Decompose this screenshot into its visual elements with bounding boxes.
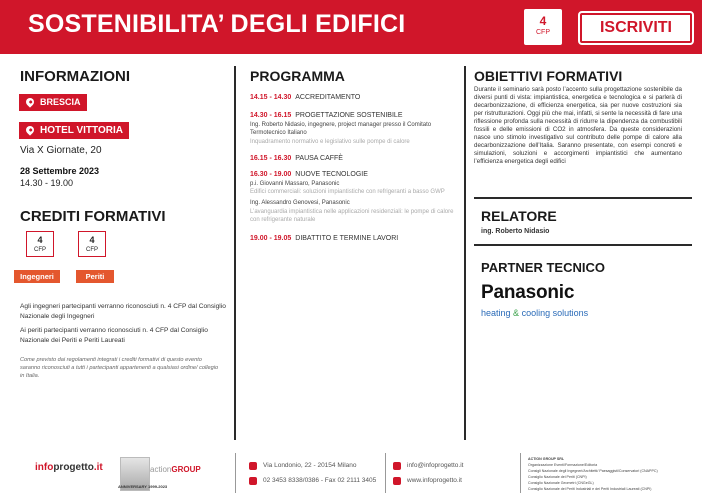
cfp-value: 4 [37, 235, 43, 245]
cfp-unit: CFP [86, 247, 98, 253]
program-speaker: p.i. Giovanni Massaro, Panasonic [250, 181, 340, 187]
footer-divider [385, 453, 386, 493]
register-button[interactable]: ISCRIVITI [580, 13, 692, 43]
event-title: SOSTENIBILITA’ DEGLI EDIFICI [28, 10, 406, 38]
venue-address: Via X Giornate, 20 [20, 145, 102, 156]
city-badge [19, 94, 87, 111]
anniversary-text [118, 484, 167, 489]
anniversary-years: 1999-2023 [148, 484, 168, 489]
partner-tagline [481, 308, 588, 318]
anniversary-label: ANNIVERSARY [118, 484, 147, 489]
venue-badge [19, 122, 129, 139]
logo-part-info: info [35, 462, 54, 473]
program-time: 16.15 - 16.30 [250, 155, 292, 162]
info-heading: INFORMAZIONI [20, 68, 130, 85]
program-item [250, 155, 343, 162]
footer-divider [235, 453, 236, 493]
objectives-heading: OBIETTIVI FORMATIVI [474, 68, 623, 84]
program-label: NUOVE TECNOLOGIE [295, 171, 368, 178]
speaker-heading: RELATORE [481, 208, 557, 224]
program-speaker: Ing. Roberto Nidasio, ingegnere, project manager presso il Comitato Termotecnico Italiano [250, 122, 432, 136]
program-description: L’avanguardia impiantistica nelle applicazioni residenziali: le pompe di calore con refrigerante naturale [250, 209, 454, 223]
cfp-value: 4 [89, 235, 95, 245]
program-item [250, 171, 368, 178]
tagline-heating: heating [481, 308, 511, 318]
header-bar [0, 0, 702, 54]
program-speaker: Ing. Alessandro Genovesi, Panasonic [250, 200, 350, 206]
technicians-tag: Periti [76, 270, 114, 283]
company-list-title: ACTION GROUP SRL [528, 457, 565, 461]
group-part-a: action [150, 465, 172, 474]
event-date: 28 Settembre 2023 [20, 166, 100, 176]
section-divider-partner [474, 244, 692, 246]
footer-website[interactable]: www.infoprogetto.it [407, 477, 462, 484]
program-heading: PROGRAMMA [250, 68, 345, 84]
cfp-badge-engineers [26, 231, 54, 257]
credits-heading: CREDITI FORMATIVI [20, 208, 166, 225]
header-cfp-badge [524, 9, 562, 45]
program-time: 16.30 - 19.00 [250, 171, 292, 178]
program-item [250, 94, 360, 101]
engineers-tag: Ingegneri [14, 270, 60, 283]
footer-address: Via Londonio, 22 - 20154 Milano [263, 462, 357, 469]
program-description: Inquadramento normativo e legislativo sulle pompe di calore [250, 139, 410, 145]
mail-icon [393, 462, 401, 470]
venue-label: HOTEL VITTORIA [40, 125, 123, 136]
program-time: 19.00 - 19.05 [250, 235, 292, 242]
program-label: DIBATTITO E TERMINE LAVORI [295, 235, 399, 242]
program-item [250, 235, 398, 242]
cfp-badge-technicians [78, 231, 106, 257]
program-label: PAUSA CAFFÈ [295, 155, 343, 162]
program-description: Edifici commerciali: soluzioni impiantistiche con refrigeranti a basso GWP [250, 189, 445, 195]
footer-company-list [528, 456, 698, 492]
company-list-item: Consiglio Nazionale dei Periti Industriali e dei Periti Industriali Laureati (CNPI) [528, 487, 652, 491]
partner-logo: Panasonic [481, 282, 575, 303]
tagline-ampersand: & [513, 308, 520, 318]
map-pin-icon [249, 462, 257, 470]
credits-engineers-text: Agli ingegneri partecipanti verranno riconosciuti n. 4 CFP dal Consiglio Nazionale degli Ingegneri [20, 303, 226, 320]
column-divider-right [464, 66, 466, 440]
logo-part-suffix: .it [93, 462, 103, 473]
partner-heading: PARTNER TECNICO [481, 260, 605, 275]
logo-part-progetto: progetto [53, 462, 94, 473]
program-label: ACCREDITAMENTO [295, 94, 361, 101]
company-list-item: Organizzazione Eventi/Formazione/Editoria [528, 463, 598, 467]
program-item [250, 112, 403, 119]
tagline-cooling: cooling solutions [521, 308, 589, 318]
header-cfp-value: 4 [539, 14, 547, 28]
column-divider-left [234, 66, 236, 440]
header-cfp-unit: CFP [536, 29, 550, 36]
location-pin-icon [24, 124, 35, 135]
program-time: 14.30 - 16.15 [250, 112, 292, 119]
section-divider-speaker [474, 197, 692, 199]
program-time: 14.15 - 14.30 [250, 94, 292, 101]
location-pin-icon [24, 96, 35, 107]
group-part-b: GROUP [171, 465, 201, 474]
objectives-text: Durante il seminario sarà posto l’accento sulla progettazione sostenibile da diversi punti di vista: impiantistica, energetica e tecnologica e si parlerà di decarbonizzazione, di efficienza energetica, sia per nuove costruzioni sia per ristrutturazioni. Oggi più che mai, infatti, si sente la necessità di fare una riflessione profonda sulla necessità di ridurre la dipendenza da combustibili fossili e delle emissioni di CO2 in atmosfera. Da queste considerazioni nasce uno stimolo investigativo sul contributo delle pompe di calore alla decarbonizzazione dell’Italia. Saranno presentate, con esempi concreti e simulazioni, soluzioni e accorgimenti impiantistici che aumentano l’efficienza energetica degli edifici [474, 86, 682, 165]
footer-phone: 02 3453 8338/0386 - Fax 02 2111 3405 [263, 477, 377, 484]
company-list-item: Consiglio Nazionale dei Periti (CNPI) [528, 475, 587, 479]
city-label: BRESCIA [40, 97, 81, 107]
action-group-logo [150, 465, 201, 474]
phone-icon [249, 477, 257, 485]
speaker-name: ing. Roberto Nidasio [481, 228, 550, 235]
credits-note: Come previsto dai regolamenti integrati i crediti formativi di questo evento saranno riconosciuti a tutti i partecipanti appartenenti a qualsiasi ordine/ collegio in Italia. [20, 357, 219, 379]
company-list-item: Consiglio Nazionale Geometri (CNGeGL) [528, 481, 594, 485]
cfp-unit: CFP [34, 247, 46, 253]
company-list-item: Consigli Nazionale degli Ingegneri/Architetti/ Paesaggisti/Conservatori (CNAPPC) [528, 469, 658, 473]
infoprogetto-logo [35, 462, 103, 473]
footer-divider [520, 453, 521, 493]
credits-technicians-text: Ai periti partecipanti verranno riconosciuti n. 4 CFP dal Consiglio Nazionale dei Periti e Periti Laureati [20, 327, 208, 344]
footer-email[interactable]: info@infoprogetto.it [407, 462, 464, 469]
event-time: 14.30 - 19.00 [20, 178, 74, 188]
globe-icon [393, 477, 401, 485]
program-label: PROGETTAZIONE SOSTENIBILE [295, 112, 403, 119]
